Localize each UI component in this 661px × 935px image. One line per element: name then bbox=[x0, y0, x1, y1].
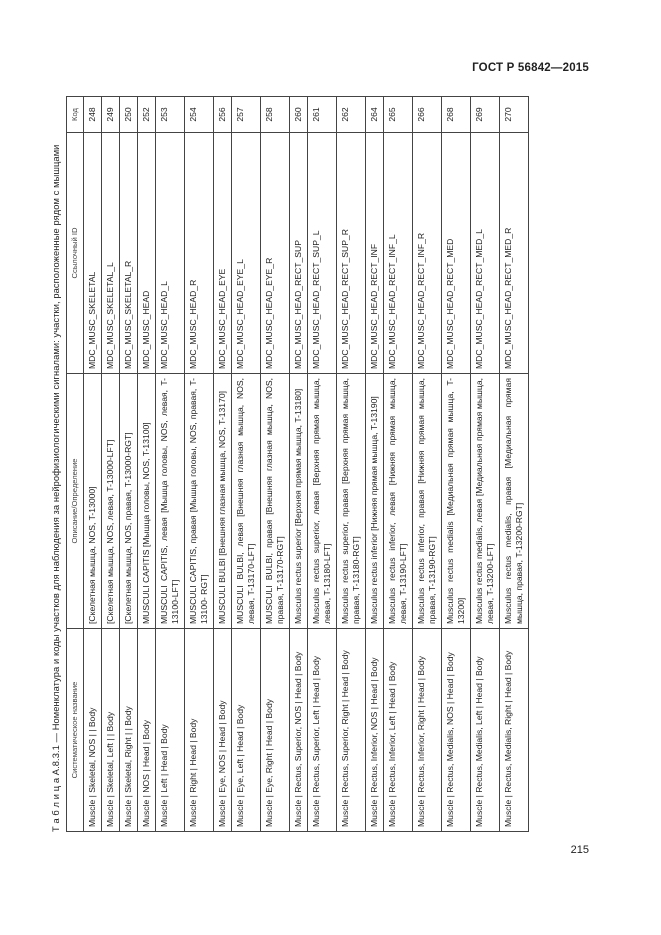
cell-systematic-name: Muscle | Rectus, Superior, NOS | Head | Body bbox=[289, 629, 307, 832]
cell-description: Musculus rectus medialis, левая [Медиальная прямая мышца, левая, T-13200-LFT] bbox=[470, 374, 499, 629]
cell-code: 248 bbox=[83, 97, 101, 133]
cell-description: Musculus rectus medialis, правая [Медиальная прямая мышца, правая, T-13200-RGT] bbox=[499, 374, 528, 629]
cell-systematic-name: Muscle | Skeletal, Left | | Body bbox=[101, 629, 119, 832]
cell-description: MUSCULI BULBI [Внешняя глазная мышца, NOS, T-13170] bbox=[213, 374, 231, 629]
table-row bbox=[365, 97, 383, 832]
cell-description: MUSCULI CAPITIS, левая [Мышца головы, NOS, левая, T-13100-LFT] bbox=[155, 374, 184, 629]
cell-reference-id: MDC_MUSC_HEAD_RECT_MED bbox=[441, 133, 470, 374]
table-row bbox=[101, 97, 119, 832]
cell-reference-id: MDC_MUSC_HEAD_R bbox=[184, 133, 213, 374]
rotated-table-block bbox=[48, 97, 578, 832]
column-header-reference-id: Ссылочный ID bbox=[67, 133, 84, 374]
cell-systematic-name: Muscle | Rectus, Superior, Left | Head | Body bbox=[307, 629, 336, 832]
table-row bbox=[383, 97, 412, 832]
cell-code: 254 bbox=[184, 97, 213, 133]
cell-code: 269 bbox=[470, 97, 499, 133]
cell-systematic-name: Muscle | Rectus, Medialis, Right | Head | Body bbox=[499, 629, 528, 832]
table-row bbox=[213, 97, 231, 832]
table-row bbox=[137, 97, 155, 832]
cell-systematic-name: Muscle | Rectus, Inferior, Left | Head | Body bbox=[383, 629, 412, 832]
page-number: 215 bbox=[570, 844, 589, 856]
cell-description: Musculus rectus inferior [Нижняя прямая мышца, T-13190] bbox=[365, 374, 383, 629]
cell-description: MUSCULI CAPITIS, правая [Мышца головы, NOS, правая, T-13100- RGT] bbox=[184, 374, 213, 629]
cell-systematic-name: Muscle | Left | Head | Body bbox=[155, 629, 184, 832]
cell-systematic-name: Muscle | Rectus, Inferior, Right | Head | Body bbox=[412, 629, 441, 832]
cell-description: [Скелетная мышца, NOS, T-13000] bbox=[83, 374, 101, 629]
cell-reference-id: MDC_MUSC_HEAD_RECT_MED_L bbox=[470, 133, 499, 374]
cell-reference-id: MDC_MUSC_SKELETAL_L bbox=[101, 133, 119, 374]
cell-code: 249 bbox=[101, 97, 119, 133]
cell-code: 268 bbox=[441, 97, 470, 133]
table-row bbox=[441, 97, 470, 832]
column-header-description: Описание/Определение bbox=[67, 374, 84, 629]
table-row bbox=[83, 97, 101, 832]
cell-code: 257 bbox=[231, 97, 260, 133]
cell-code: 266 bbox=[412, 97, 441, 133]
cell-reference-id: MDC_MUSC_HEAD bbox=[137, 133, 155, 374]
table-header-row bbox=[67, 97, 84, 832]
cell-systematic-name: Muscle | Right | Head | Body bbox=[184, 629, 213, 832]
cell-description: [Скелетная мышца, NOS, левая, T-13000-LFT] bbox=[101, 374, 119, 629]
cell-code: 261 bbox=[307, 97, 336, 133]
cell-systematic-name: Muscle | Rectus, Medialis, Left | Head | Body bbox=[470, 629, 499, 832]
cell-reference-id: MDC_MUSC_HEAD_RECT_INF bbox=[365, 133, 383, 374]
cell-reference-id: MDC_MUSC_HEAD_RECT_SUP_R bbox=[336, 133, 365, 374]
cell-code: 253 bbox=[155, 97, 184, 133]
cell-systematic-name: Muscle | NOS | Head | Body bbox=[137, 629, 155, 832]
column-header-name: Систематическое название bbox=[67, 629, 84, 832]
table-row bbox=[336, 97, 365, 832]
table-row bbox=[307, 97, 336, 832]
cell-reference-id: MDC_MUSC_HEAD_RECT_INF_R bbox=[412, 133, 441, 374]
cell-systematic-name: Muscle | Eye, Right | Head | Body bbox=[260, 629, 289, 832]
table-row bbox=[119, 97, 137, 832]
cell-description: MUSCULI BULBI, правая [Внешняя глазная мышца, NOS, правая, T-13170-RGT] bbox=[260, 374, 289, 629]
cell-systematic-name: Muscle | Skeletal, Right | | Body bbox=[119, 629, 137, 832]
cell-reference-id: MDC_MUSC_HEAD_EYE_L bbox=[231, 133, 260, 374]
cell-code: 265 bbox=[383, 97, 412, 133]
cell-systematic-name: Muscle | Rectus, Superior, Right | Head | Body bbox=[336, 629, 365, 832]
table-row bbox=[289, 97, 307, 832]
cell-reference-id: MDC_MUSC_HEAD_L bbox=[155, 133, 184, 374]
cell-systematic-name: Muscle | Rectus, Medialis, NOS | Head | Body bbox=[441, 629, 470, 832]
cell-reference-id: MDC_MUSC_HEAD_RECT_INF_L bbox=[383, 133, 412, 374]
table-row bbox=[412, 97, 441, 832]
cell-description: MUSCULI BULBI, левая [Внешняя глазная мышца, NOS, левая, T-13170-LFT] bbox=[231, 374, 260, 629]
column-header-code: Код bbox=[67, 97, 84, 133]
cell-code: 270 bbox=[499, 97, 528, 133]
cell-code: 256 bbox=[213, 97, 231, 133]
cell-code: 260 bbox=[289, 97, 307, 133]
cell-description: Musculus rectus superior, левая [Верхняя прямая мышца, левая, T-13180-LFT] bbox=[307, 374, 336, 629]
cell-description: Musculus rectus inferior, правая [Нижняя прямая мышца, правая, T-13190-RGT] bbox=[412, 374, 441, 629]
table-row bbox=[260, 97, 289, 832]
cell-code: 252 bbox=[137, 97, 155, 133]
cell-description: Musculus rectus inferior, левая [Нижняя прямая мышца, левая, T-13190-LFT] bbox=[383, 374, 412, 629]
table-row bbox=[231, 97, 260, 832]
cell-description: Musculus rectus superior, правая [Верхняя прямая мышца, правая, T-13180-RGT] bbox=[336, 374, 365, 629]
standard-header: ГОСТ Р 56842—2015 bbox=[472, 62, 589, 74]
cell-reference-id: MDC_MUSC_HEAD_RECT_MED_R bbox=[499, 133, 528, 374]
table-row bbox=[470, 97, 499, 832]
cell-description: MUSCULI CAPITIS [Мышца головы, NOS, T-13100] bbox=[137, 374, 155, 629]
cell-reference-id: MDC_MUSC_HEAD_EYE_R bbox=[260, 133, 289, 374]
cell-reference-id: MDC_MUSC_HEAD_RECT_SUP bbox=[289, 133, 307, 374]
cell-code: 262 bbox=[336, 97, 365, 133]
cell-reference-id: MDC_MUSC_SKELETAL bbox=[83, 133, 101, 374]
cell-systematic-name: Muscle | Eye, NOS | Head | Body bbox=[213, 629, 231, 832]
table-row bbox=[184, 97, 213, 832]
table-row bbox=[155, 97, 184, 832]
cell-description: Musculus rectus medialis [Медиальная прямая мышца, T-13200] bbox=[441, 374, 470, 629]
cell-systematic-name: Muscle | Eye, Left | Head | Body bbox=[231, 629, 260, 832]
cell-reference-id: MDC_MUSC_SKELETAL_R bbox=[119, 133, 137, 374]
nomenclature-table bbox=[66, 96, 529, 832]
table-row bbox=[499, 97, 528, 832]
cell-code: 258 bbox=[260, 97, 289, 133]
table-body bbox=[83, 97, 528, 832]
cell-description: [Скелетная мышца, NOS, правая, T-13000-RGT] bbox=[119, 374, 137, 629]
cell-description: Musculus rectus superior [Верхняя прямая мышца, T-13180] bbox=[289, 374, 307, 629]
cell-code: 264 bbox=[365, 97, 383, 133]
cell-reference-id: MDC_MUSC_HEAD_RECT_SUP_L bbox=[307, 133, 336, 374]
cell-systematic-name: Muscle | Rectus, Inferior, NOS | Head | Body bbox=[365, 629, 383, 832]
table-caption: Т а б л и ц а А.8.3.1 — Номенклатура и коды участков для наблюдения за нейрофизиологическими сигналами: участки, расположенные рядом с мышцами bbox=[51, 144, 61, 832]
cell-code: 250 bbox=[119, 97, 137, 133]
cell-systematic-name: Muscle | Skeletal, NOS | | Body bbox=[83, 629, 101, 832]
cell-reference-id: MDC_MUSC_HEAD_EYE bbox=[213, 133, 231, 374]
